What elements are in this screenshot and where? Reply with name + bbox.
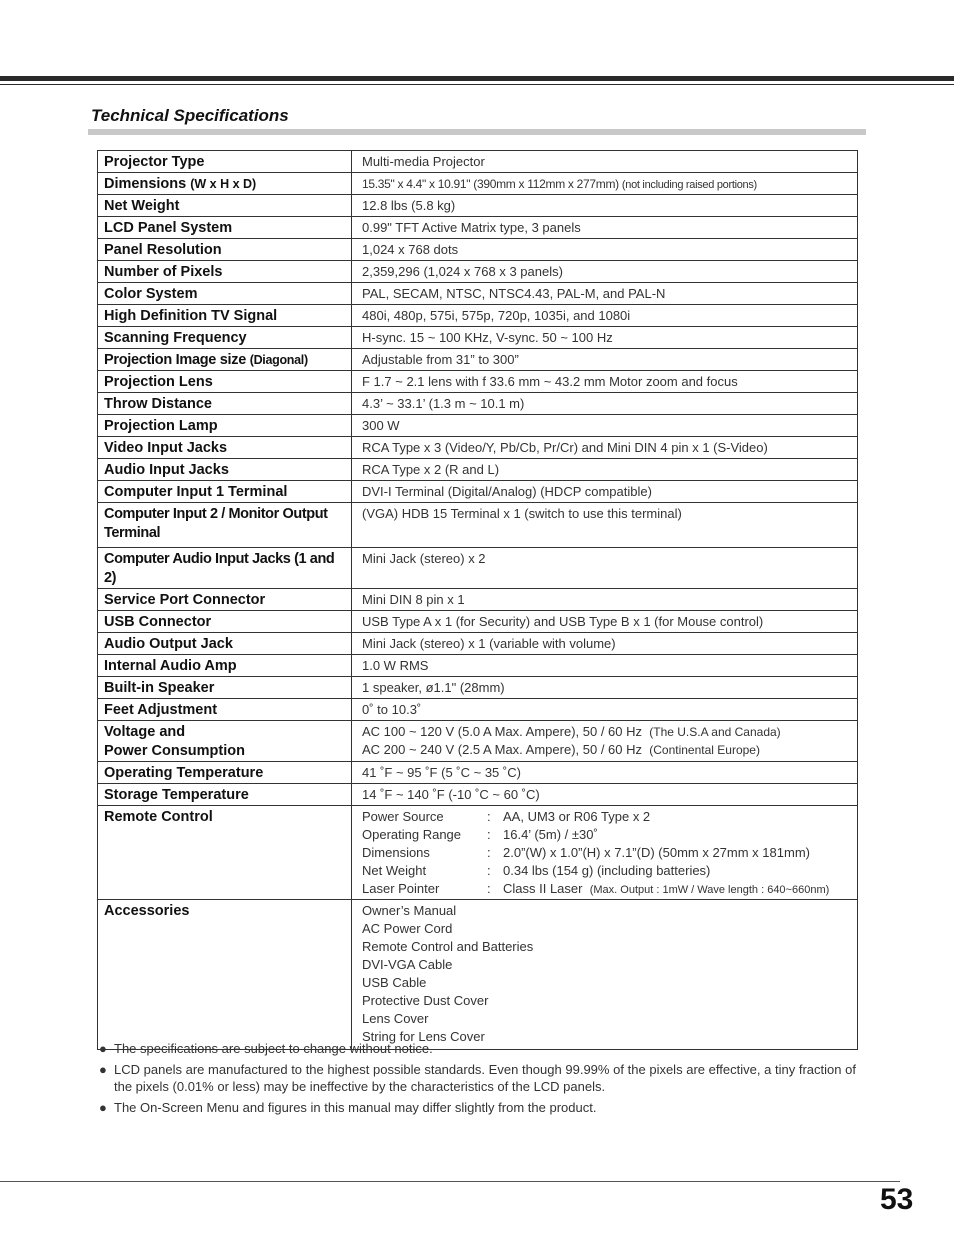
spec-value: 12.8 lbs (5.8 kg)	[352, 195, 858, 217]
spec-value: DVI-I Terminal (Digital/Analog) (HDCP compatible)	[352, 481, 858, 503]
spec-row	[98, 784, 858, 806]
spec-value: Adjustable from 31” to 300”	[352, 349, 858, 371]
spec-row	[98, 415, 858, 437]
spec-label: Computer Input 1 Terminal	[98, 481, 352, 503]
spec-row	[98, 349, 858, 371]
spec-value: Mini Jack (stereo) x 2	[352, 548, 858, 589]
remote-row: Operating Range : 16.4’ (5m) / ±30˚	[362, 827, 598, 842]
accessory-item: USB Cable	[362, 975, 427, 990]
spec-row	[98, 481, 858, 503]
accessories-list	[352, 900, 858, 1050]
spec-value: 41 ˚F ~ 95 ˚F (5 ˚C ~ 35 ˚C)	[352, 762, 858, 784]
spec-label: Projection Image size (Diagonal)	[98, 349, 352, 371]
spec-value	[352, 721, 858, 762]
accessory-item: Lens Cover	[362, 1011, 429, 1026]
page-number: 53	[880, 1183, 914, 1216]
spec-row	[98, 173, 858, 195]
spec-row	[98, 611, 858, 633]
spec-row	[98, 151, 858, 173]
spec-row	[98, 261, 858, 283]
spec-value: 0˚ to 10.3˚	[352, 699, 858, 721]
spec-label: Built-in Speaker	[98, 677, 352, 699]
spec-row	[98, 305, 858, 327]
spec-row	[98, 655, 858, 677]
title-underline	[88, 129, 866, 135]
voltage-line: AC 200 ~ 240 V (2.5 A Max. Ampere), 50 / 60 Hz (Continental Europe)	[362, 742, 760, 757]
spec-value: 14 ˚F ~ 140 ˚F (-10 ˚C ~ 60 ˚C)	[352, 784, 858, 806]
spec-value: Multi-media Projector	[352, 151, 858, 173]
spec-row	[98, 371, 858, 393]
spec-row	[98, 677, 858, 699]
voltage-label-line2: Power Consumption	[104, 743, 245, 759]
spec-label: LCD Panel System	[98, 217, 352, 239]
spec-value: RCA Type x 2 (R and L)	[352, 459, 858, 481]
accessory-item: Protective Dust Cover	[362, 993, 489, 1008]
spec-label: Projection Lens	[98, 371, 352, 393]
spec-label: Throw Distance	[98, 393, 352, 415]
spec-row	[98, 393, 858, 415]
spec-label: Audio Output Jack	[98, 633, 352, 655]
spec-row	[98, 699, 858, 721]
spec-value: RCA Type x 3 (Video/Y, Pb/Cb, Pr/Cr) and Mini DIN 4 pin x 1 (S-Video)	[352, 437, 858, 459]
bullet-icon: ●	[99, 1062, 107, 1077]
spec-label: Dimensions (W x H x D)	[98, 173, 352, 195]
spec-row	[98, 633, 858, 655]
spec-label: Computer Input 2 / Monitor Output Terminal	[98, 503, 352, 548]
spec-row	[98, 589, 858, 611]
accessory-item: Owner’s Manual	[362, 903, 457, 918]
spec-label: Remote Control	[98, 806, 352, 900]
spec-row	[98, 548, 858, 589]
remote-row: Net Weight : 0.34 lbs (154 g) (including batteries)	[362, 863, 711, 878]
spec-label: Accessories	[98, 900, 352, 1050]
spec-value: H-sync. 15 ~ 100 KHz, V-sync. 50 ~ 100 Hz	[352, 327, 858, 349]
spec-value: 300 W	[352, 415, 858, 437]
spec-row-remote	[98, 806, 858, 900]
spec-label: Operating Temperature	[98, 762, 352, 784]
spec-value: F 1.7 ~ 2.1 lens with f 33.6 mm ~ 43.2 mm Motor zoom and focus	[352, 371, 858, 393]
spec-value: 1.0 W RMS	[352, 655, 858, 677]
spec-row	[98, 762, 858, 784]
top-rule-thin	[0, 84, 954, 85]
spec-row	[98, 437, 858, 459]
remote-row: Power Source : AA, UM3 or R06 Type x 2	[362, 809, 651, 824]
spec-table	[97, 150, 858, 1050]
bottom-rule	[0, 1181, 900, 1182]
note-item: ● LCD panels are manufactured to the highest possible standards. Even though 99.99% of the pixels are effective, a tiny fraction of the pixels (0.01% or less) may be ineffective by the characteristics of the LCD panels.	[99, 1062, 856, 1094]
spec-value: Mini DIN 8 pin x 1	[352, 589, 858, 611]
spec-label: Projector Type	[98, 151, 352, 173]
spec-value: 480i, 480p, 575i, 575p, 720p, 1035i, and 1080i	[352, 305, 858, 327]
note-item: ● The On-Screen Menu and figures in this manual may differ slightly from the product.	[99, 1100, 597, 1115]
spec-row	[98, 327, 858, 349]
spec-value: PAL, SECAM, NTSC, NTSC4.43, PAL-M, and PAL-N	[352, 283, 858, 305]
spec-value: 1 speaker, ø1.1" (28mm)	[352, 677, 858, 699]
spec-value: 1,024 x 768 dots	[352, 239, 858, 261]
bullet-icon: ●	[99, 1100, 107, 1115]
spec-label: Audio Input Jacks	[98, 459, 352, 481]
voltage-line: AC 100 ~ 120 V (5.0 A Max. Ampere), 50 / 60 Hz (The U.S.A and Canada)	[362, 724, 781, 739]
spec-label: Service Port Connector	[98, 589, 352, 611]
spec-label: Net Weight	[98, 195, 352, 217]
spec-label	[98, 721, 352, 762]
accessory-item: Remote Control and Batteries	[362, 939, 534, 954]
spec-value: 0.99" TFT Active Matrix type, 3 panels	[352, 217, 858, 239]
accessory-item: DVI-VGA Cable	[362, 957, 453, 972]
spec-label: Internal Audio Amp	[98, 655, 352, 677]
remote-row: Dimensions : 2.0”(W) x 1.0”(H) x 7.1”(D) (50mm x 27mm x 181mm)	[362, 845, 810, 860]
spec-label: Video Input Jacks	[98, 437, 352, 459]
spec-row	[98, 239, 858, 261]
spec-label: High Definition TV Signal	[98, 305, 352, 327]
spec-label: Projection Lamp	[98, 415, 352, 437]
spec-value: Mini Jack (stereo) x 1 (variable with volume)	[352, 633, 858, 655]
bullet-icon: ●	[99, 1041, 107, 1056]
spec-row	[98, 459, 858, 481]
spec-row	[98, 217, 858, 239]
spec-label: Storage Temperature	[98, 784, 352, 806]
note-item: ● The specifications are subject to change without notice.	[99, 1041, 433, 1056]
remote-row: Laser Pointer : Class II Laser (Max. Output : 1mW / Wave length : 640~660nm)	[362, 881, 830, 896]
spec-row-accessories	[98, 900, 858, 1050]
accessory-item: AC Power Cord	[362, 921, 453, 936]
spec-row	[98, 283, 858, 305]
top-rule	[0, 76, 954, 81]
spec-value: 15.35" x 4.4" x 10.91" (390mm x 112mm x 277mm) (not including raised portions)	[352, 173, 858, 195]
notes	[99, 1040, 856, 1120]
spec-row-voltage	[98, 721, 858, 762]
spec-label: Computer Audio Input Jacks (1 and 2)	[98, 548, 352, 589]
spec-label: Scanning Frequency	[98, 327, 352, 349]
accessory-item: String for Lens Cover	[362, 1029, 485, 1044]
spec-label: Feet Adjustment	[98, 699, 352, 721]
section-title: Technical Specifications	[91, 106, 289, 125]
spec-label: Color System	[98, 283, 352, 305]
spec-label: USB Connector	[98, 611, 352, 633]
spec-value: 2,359,296 (1,024 x 768 x 3 panels)	[352, 261, 858, 283]
spec-value: (VGA) HDB 15 Terminal x 1 (switch to use this terminal)	[352, 503, 858, 548]
spec-value: 4.3’ ~ 33.1’ (1.3 m ~ 10.1 m)	[352, 393, 858, 415]
voltage-label-line1: Voltage and	[104, 724, 186, 740]
spec-row	[98, 195, 858, 217]
spec-value: USB Type A x 1 (for Security) and USB Type B x 1 (for Mouse control)	[352, 611, 858, 633]
spec-label: Number of Pixels	[98, 261, 352, 283]
remote-specs	[352, 806, 858, 900]
spec-label: Panel Resolution	[98, 239, 352, 261]
spec-row	[98, 503, 858, 548]
